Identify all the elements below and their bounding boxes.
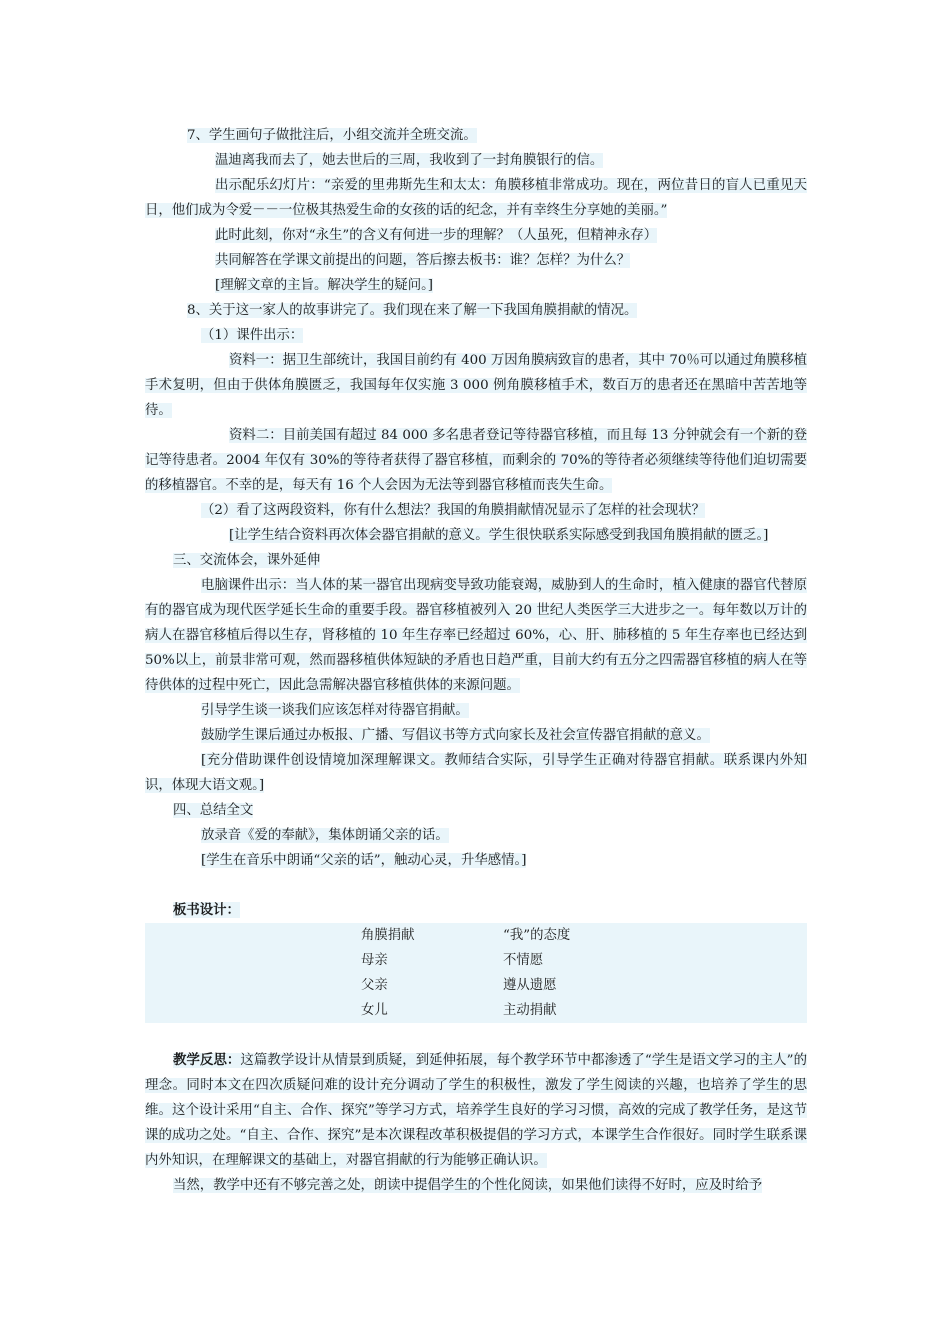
- reflection-paragraph: 当然，教学中还有不够完善之处，朗读中提倡学生的个性化阅读，如果他们读得不好时，应及时给予: [173, 1178, 763, 1193]
- paragraph: 出示配乐幻灯片：“亲爱的里弗斯先生和太太：角膜移植非常成功。现在，两位昔日的盲人已重见天日，他们成为令爱－－一位极其热爱生命的女孩的话的纪念，并有幸终生分享她的美丽。”: [145, 178, 807, 218]
- paragraph: 放录音《爱的奉献》，集体朗诵父亲的话。: [201, 828, 449, 843]
- paragraph: [学生在音乐中朗诵“父亲的话”，触动心灵，升华感情。]: [201, 853, 527, 868]
- paragraph: 7、学生画句子做批注后，小组交流并全班交流。: [187, 128, 477, 143]
- board-cell: 女儿: [361, 1003, 388, 1018]
- board-cell: 不情愿: [503, 953, 544, 968]
- board-cell: 主动捐献: [503, 1003, 557, 1018]
- board-row: [145, 923, 807, 948]
- paragraph: （1）课件出示：: [201, 328, 304, 343]
- paragraph: 鼓励学生课后通过办板报、广播、写倡议书等方式向家长及社会宣传器官捐献的意义。: [201, 728, 710, 743]
- paragraph: 8、关于这一家人的故事讲完了。我们现在来了解一下我国角膜捐献的情况。: [187, 303, 638, 318]
- paragraph: [充分借助课件创设情境加深理解课文。教师结合实际，引导学生正确对待器官捐献。联系课内外知识，体现大语文观。]: [145, 753, 807, 793]
- board-row: [145, 948, 807, 973]
- reflection-text: 这篇教学设计从情景到质疑，到延伸拓展，每个教学环节中都渗透了“学生是语文学习的主人”的理念。同时本文在四次质疑问难的设计充分调动了学生的积极性，激发了学生阅读的兴趣，也培养了学生的思维。这个设计采用“自主、合作、探究”等学习方式，培养学生良好的学习习惯，高效的完成了教学任务，是这节课的成功之处。“自主、合作、探究”是本次课程改革积极提倡的学习方式，本课学生合作很好。同时学生联系课内外知识，在理解课文的基础上，对器官捐献的行为能够正确认识。: [145, 1053, 807, 1168]
- board-row: [145, 973, 807, 998]
- paragraph: 共同解答在学课文前提出的问题，答后擦去板书：谁？怎样？为什么？: [215, 253, 631, 268]
- board-cell: 父亲: [361, 978, 388, 993]
- board-cell: 遵从遗愿: [503, 978, 557, 993]
- board-row: [145, 998, 807, 1023]
- paragraph: 资料二：目前美国有超过 84 000 多名患者登记等待器官移植，而且每 13 分钟就会有一个新的登记等待患者。2004 年仅有 30%的等待者获得了器官移植，而剩余的 70%的等待者必须继续等待他们迫切需要的移植器官。不幸的是，每天有 16 个人会因为无法等到器官移植而丧失生命。: [145, 428, 807, 493]
- paragraph: 引导学生谈一谈我们应该怎样对待器官捐献。: [201, 703, 469, 718]
- board-cell: 角膜捐献: [361, 928, 415, 943]
- paragraph: [让学生结合资料再次体会器官捐献的意义。学生很快联系实际感受到我国角膜捐献的匮乏。]: [229, 528, 769, 543]
- paragraph: [理解文章的主旨。解决学生的疑问。]: [215, 278, 433, 293]
- reflection-paragraph: [145, 1048, 807, 1173]
- section-heading: 三、交流体会，课外延伸: [173, 553, 321, 568]
- board-cell: 母亲: [361, 953, 388, 968]
- board-cell: “我”的态度: [503, 928, 571, 943]
- section-heading: 四、总结全文: [173, 803, 254, 818]
- paragraph: 温迪离我而去了，她去世后的三周，我收到了一封角膜银行的信。: [215, 153, 604, 168]
- board-table: [145, 923, 807, 1023]
- paragraph: （2）看了这两段资料，你有什么想法？我国的角膜捐献情况显示了怎样的社会现状？: [201, 503, 705, 518]
- paragraph: 电脑课件出示：当人体的某一器官出现病变导致功能衰竭，威胁到人的生命时，植入健康的器官代替原有的器官成为现代医学延长生命的重要手段。器官移植被列入 20 世纪人类医学三大进步之一。每年数以万计的病人在器官移植后得以生存，肾移植的 10 年生存率已经超过 60%，心、肝、肺移植的 5 年生存率也已经达到 50%以上，前景非常可观，然而器移植供体短缺的矛盾也日趋严重，目前大约有五分之四需器官移植的病人在等待供体的过程中死亡，因此急需解决器官移植供体的来源问题。: [145, 578, 807, 693]
- paragraph: 此时此刻，你对“永生”的含义有何进一步的理解？（人虽死，但精神永存）: [215, 228, 658, 243]
- document-body: [145, 123, 807, 1198]
- paragraph: 资料一：据卫生部统计，我国目前约有 400 万因角膜病致盲的患者，其中 70％可以通过角膜移植手术复明，但由于供体角膜匮乏，我国每年仅实施 3 000 例角膜移植手术，数百万的患者还在黑暗中苦苦地等待。: [145, 353, 807, 418]
- board-heading: 板书设计：: [173, 902, 240, 918]
- reflection-label: 教学反思：: [173, 1052, 241, 1068]
